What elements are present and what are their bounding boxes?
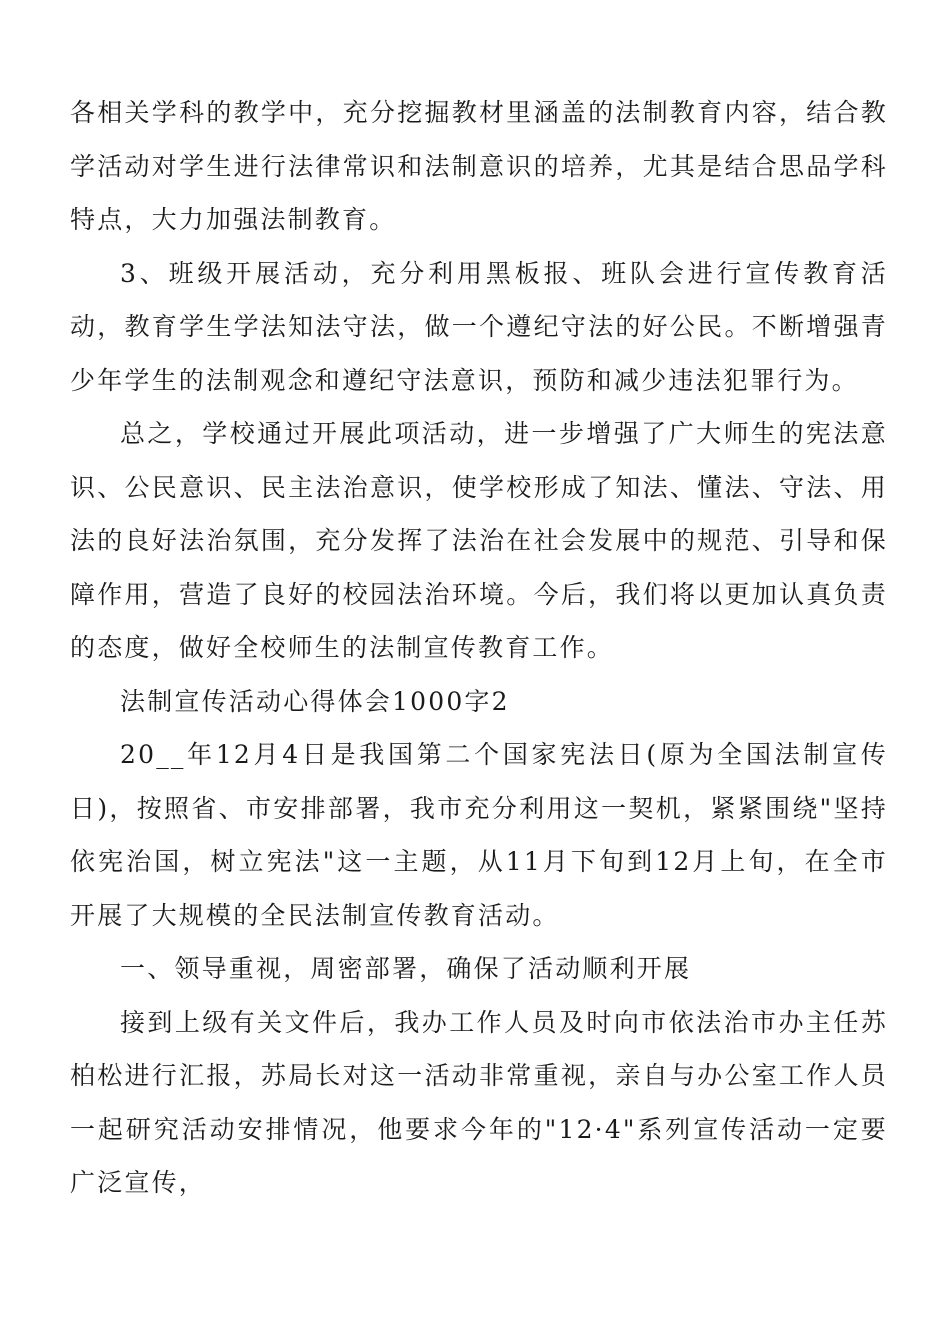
paragraph-report-to-director: 接到上级有关文件后，我办工作人员及时向市依法治市办主任苏柏松进行汇报，苏局长对这一活动非常重视，亲自与办公室工作人员一起研究活动安排情况，他要求今年的"12·4"系列宣传活动一定要广泛宣传， [70, 1007, 888, 1197]
paragraph-class-activities: 3、班级开展活动，充分利用黑板报、班队会进行宣传教育活动，教育学生学法知法守法，做一个遵纪守法的好公民。不断增强青少年学生的法制观念和遵纪守法意识，预防和减少违法犯罪行为。 [70, 258, 888, 395]
paragraph-constitution-day: 20__年12月4日是我国第二个国家宪法日(原为全国法制宣传日)，按照省、市安排部署，我市充分利用这一契机，紧紧围绕"坚持依宪治国，树立宪法"这一主题，从11月下旬到12月上旬，在全市开展了大规模的全民法制宣传教育活动。 [70, 740, 888, 930]
subsection-heading-leadership: 一、领导重视，周密部署，确保了活动顺利开展 [120, 954, 692, 983]
document-page [70, 86, 888, 1210]
paragraph-law-education-in-subjects: 各相关学科的教学中，充分挖掘教材里涵盖的法制教育内容，结合教学活动对学生进行法律常识和法制意识的培养，尤其是结合思品学科特点，大力加强法制教育。 [70, 98, 888, 234]
paragraph-summary: 总之，学校通过开展此项活动，进一步增强了广大师生的宪法意识、公民意识、民主法治意识，使学校形成了知法、懂法、守法、用法的良好法治氛围，充分发挥了法治在社会发展中的规范、引导和保障作用，营造了良好的校园法治环境。今后，我们将以更加认真负责的态度，做好全校师生的法制宣传教育工作。 [70, 419, 888, 662]
section-title: 法制宣传活动心得体会1000字2 [120, 686, 510, 716]
